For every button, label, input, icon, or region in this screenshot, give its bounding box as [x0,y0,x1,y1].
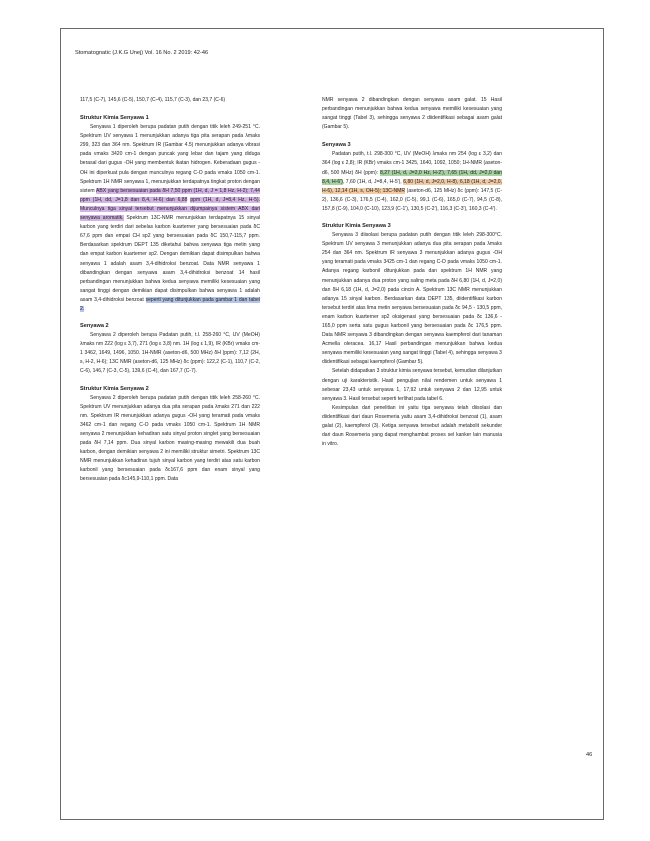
heading-struktur-senyawa-1: Struktur Kimia Senyawa 1 [80,115,149,122]
continued-text: NMR senyawa 2 dibandingkan dengan senyawa asam galat. 15 Hasil perbandingan menunjukkan bahwa kedua senyawa memiliki kesesuaian yang sangat tinggi (Tabel 3), sehingga senyawa 2 diidentifikasi sebagai asam galat (Gambar 5). [322,97,502,131]
paragraph-rendemen: Setelah didapatkan 3 struktur kimia senyawa tersebut, kemudian dilanjutkan dengan uji karakteristik. Hasil pengujian nilai rendemen untuk senyawa 1 sebesar 23,43 untuk senyawa 1, 17,92 untuk senyawa 2 dan 12,95 untuk senyawa 3. Hasil tersebut seperti terlihat pada tabel 6. [322,368,503,402]
heading-struktur-senyawa-2: Struktur Kimia Senyawa 2 [80,385,149,392]
heading-senyawa-2: Senyawa 2 [80,323,109,330]
highlight-abx-2: ppm (1H, d, J=8,4 Hz, H-5). Munculnya tiga sinyal tersebut menunjukkan dijumpainya sistem ABX dari senyawa aromatik. [80,196,260,222]
intro-text: 117,5 (C-7), 145,6 (C-5), 150,7 (C-4), 115,7 (C-3), dan 23,7 (C-6) [80,97,226,103]
left-column [80,96,260,484]
paragraph-struktur-3: Senyawa 3 diisolasi berupa padatan putih dengan titik leleh 298-300°C. Spektrum UV senyawa 3 menunjukkan adanya dua pita serapan pada λmaks 254 dan 364 nm. Spektrum IR senyawa 3 menunjukkan adanya gugus -OH yang teramati pada νmaks 3425 cm-1 dan regang C-O pada νmaks 1050 cm-1. Adanya regang karbonil ditunjukkan pada dan spektrum 1H NMR yang menunjukkan adanya dua proton yang saling meta pada δH 6,80 (1H, d, J=2,0) dan δH 6,18 (1H, d, J=2,0) pada cincin A. Spektrum 13C NMR menunjukkan adanya 15 sinyal karbon. Berdasarkan data DEPT 135, diidentifikasi karbon tersebut terdiri atas lima metin senyawa bersesuaian pada δc 94,5 - 130,5 ppm, enam karbon kuarterner sp2 oksigenasi yang bersesuaian pada δc 136,6 - 165,0 ppm serta satu gugus karbonil yang bersesuaian pada δc 176,5 ppm. Data NMR senyawa 3 dibandingkan dengan senyawa kaempferol dari tanaman Acmella oleracea. 16,17 Hasil perbandingan menunjukkan bahwa kedua senyawa memiliki kesesuaian yang sangat tinggi (Tabel 4), sehingga senyawa 3 diidentifikasi sebagai kaempferol (Gambar 5). [322,232,502,366]
page-number: 46 [586,752,593,758]
heading-senyawa-3: Senyawa 3 [322,142,351,149]
paragraph-struktur-1: Senyawa 1 diperoleh berupa padatan putih dengan titik leleh 249-251 °C. Spektrum UV senyawa 1 menunjukkan adanya tiga pita serapan pada λmaks 299, 323 dan 364 nm. Spektrum IR (Gambar 4.5) menunjukkan adanya vibrasi pada νmaks 3420 cm-1 dengan puncak yang lebar dan tajam yang diduga berasal dari gugus -OH yang membentuk ikatan hidrogen. Keberadaan gugus -OH ini diperkuat pula dengan munculnya regang C-O pada νmaks 1050 cm-1. Spektrum 1H NMR senyawa 1, menunjukkan terdapatnya tingkat proton dengan sistem ABX yang bersesuaian pada δH 7,50 ppm (1H, d, J = 1,8 Hz, H-2); 7,44 ppm (1H, dd, J=1,8 dan 8,4, H-6) dan 6,88 ppm (1H, d, J=8,4 Hz, H-5). Munculnya tiga sinyal tersebut menunjukkan dijumpainya sistem ABX dari senyawa aromatik. Spektrum 13C-NMR menunjukkan terdapatnya 15 sinyal karbon yang terdiri dari sebelas karbon kuarterner yang bersesuaian pada δC 67,6 ppm dan empat CH sp2 yang bersesuaian pada δC 150,7-115,7 ppm. Berdasarkan spektrum DEPT 135 diketahui bahwa senyawa tiga metin yang dan empat karbon kuarterner sp2. Dengan demikian dapat disimpulkan bahwa senyawa 1 adalah asam 3,4-dihidroksi benzoat. Data NMR senyawa 1 dibandingkan dengan senyawa asam 3,4-dihidroksi benzoat 14 hasil perbandingan menunjukkan bahwa kedua senyawa memiliki kesesuaian yang sangat tinggi dengan demikian dapat disimpulkan bahwa senyawa 1 adalah asam 3,4-dihidroksi benzoat seperti yang ditunjukkan pada gambar 1 dan tabel 2. [80,124,260,312]
highlight-proton-orange: 6,80 (1H, d, J=2,0, H-8), 6,18 (1H, d, J=2,0, H-6), 12,14 (1H, s, OH-5); 13C-NMR [322,178,503,194]
paragraph-senyawa-2: Senyawa 2 diperoleh berupa Padatan putih, t.l. 258-260 °C, UV (MeOH) λmaks nm 222 (log ε 3,7), 271 (log ε 3,8) nm. 1H (log ε 1,9), IR (KBr) νmaks cm-1 3462, 1649, 1496, 1050. 1H-NMR (aseton-d6, 500 MHz) δH (ppm): 7,12 (2H, s, H-2, H-6); 13C NMR (aseton-d6, 125 MHz) δc (ppm): 122,2 (C-1), 110,7 (C-2, C-6), 146,7 (C-3, C-5), 139,6 (C-4), dan 167,7 (C-7). [80,332,260,375]
paragraph-senyawa-3: Padatan putih, t.l. 298-300 °C, UV (MeOH) λmaks nm 254 (log ε 3,2) dan 364 (log ε 2,8); IR (KBr) νmaks cm-1 3425, 1640, 1092, 1050; 1H-NMR (aseton-d6, 500 MHz) δH (ppm): 8,27 (1H, d, J=2,0 Hz, H-2'), 7,65 (1H, dd, J=2,0 dan 8,4, H-6'), 7,60 (1H, d, J=8,4, H-5'), 6,80 (1H, d, J=2,0, H-8), 6,18 (1H, d, J=2,0, H-6), 12,14 (1H, s, OH-5); 13C-NMR (aseton-d6, 125 MHz) δc (ppm): 147,5 (C-2), 136,6 (C-3), 176,5 (C-4), 162,0 (C-5), 99,1 (C-6), 165,0 (C-7), 94,5 (C-8), 157,8 (C-9), 104,0 (C-10), 123,9 (C-1'), 130,5 (C-2'), 116,3 (C-3'), 160,3 (C-4'). [322,151,503,212]
running-header: Stomatognatic (J.K.G Unej) Vol. 16 No. 2 2019: 42-46 [75,50,209,56]
right-column [322,96,502,449]
heading-struktur-senyawa-3: Struktur Kimia Senyawa 3 [322,223,391,230]
highlight-proton-green: 8,27 (1H, d, J=2,0 Hz, H-2'), 7,65 (1H, dd, J=2,0 dan 8,4, H-6') [322,169,502,185]
paragraph-kesimpulan: Kesimpulan dari penelitian ini yaitu tiga senyawa telah diisolasi dan diidentifikasi dari daun Rosemeria yaitu asam 3,4-dihidroksi benzoat (1), asam galat (2), kaempferol (3). Ketiga senyawa tersebut adalah metabolit sekunder dari daun Rosemeria yang dapat menghambat proses sel kanker lain manusia in vitro. [322,404,502,448]
highlight-conclusion: seperti yang ditunjukkan pada gambar 1 dan tabel 2. [80,296,260,312]
paragraph-struktur-2: Senyawa 2 diperoleh berupa padatan putih dengan titik leleh 258-260 °C. Spektrum UV menunjukkan adanya dua pita serapan pada λmaks 271 dan 222 nm. Spektrum IR menunjukkan adanya gugus -OH yang teramati pada νmaks 3462 cm-1 dan regang C-O pada νmaks 1050 cm-1. Spektrum 1H NMR senyawa 2 menunjukkan kehadiran satu sinyal proton singlet yang bersesuaian pada δH 7,14 ppm. Dua sinyal karbon masing-masing mewakili dua buah karbon, dengan demikian senyawa 2 ini memiliki struktur simetri. Spektrum 13C NMR menunjukkan kehadiran tujuh sinyal karbon yang terdiri atas satu karbon karbonil yang bersesuaian pada δc167,6 ppm dan enam sinyal yang bersesuaian pada δc145,9-110,1 ppm. Data [80,394,260,483]
highlight-abx-1: ABX yang bersesuaian pada δH 7,50 ppm (1H, d, J = 1,8 Hz, H-2); 7,44 ppm (1H, dd, J=1,8 dan 8,4, H-6) dan 6,88 [80,187,260,203]
